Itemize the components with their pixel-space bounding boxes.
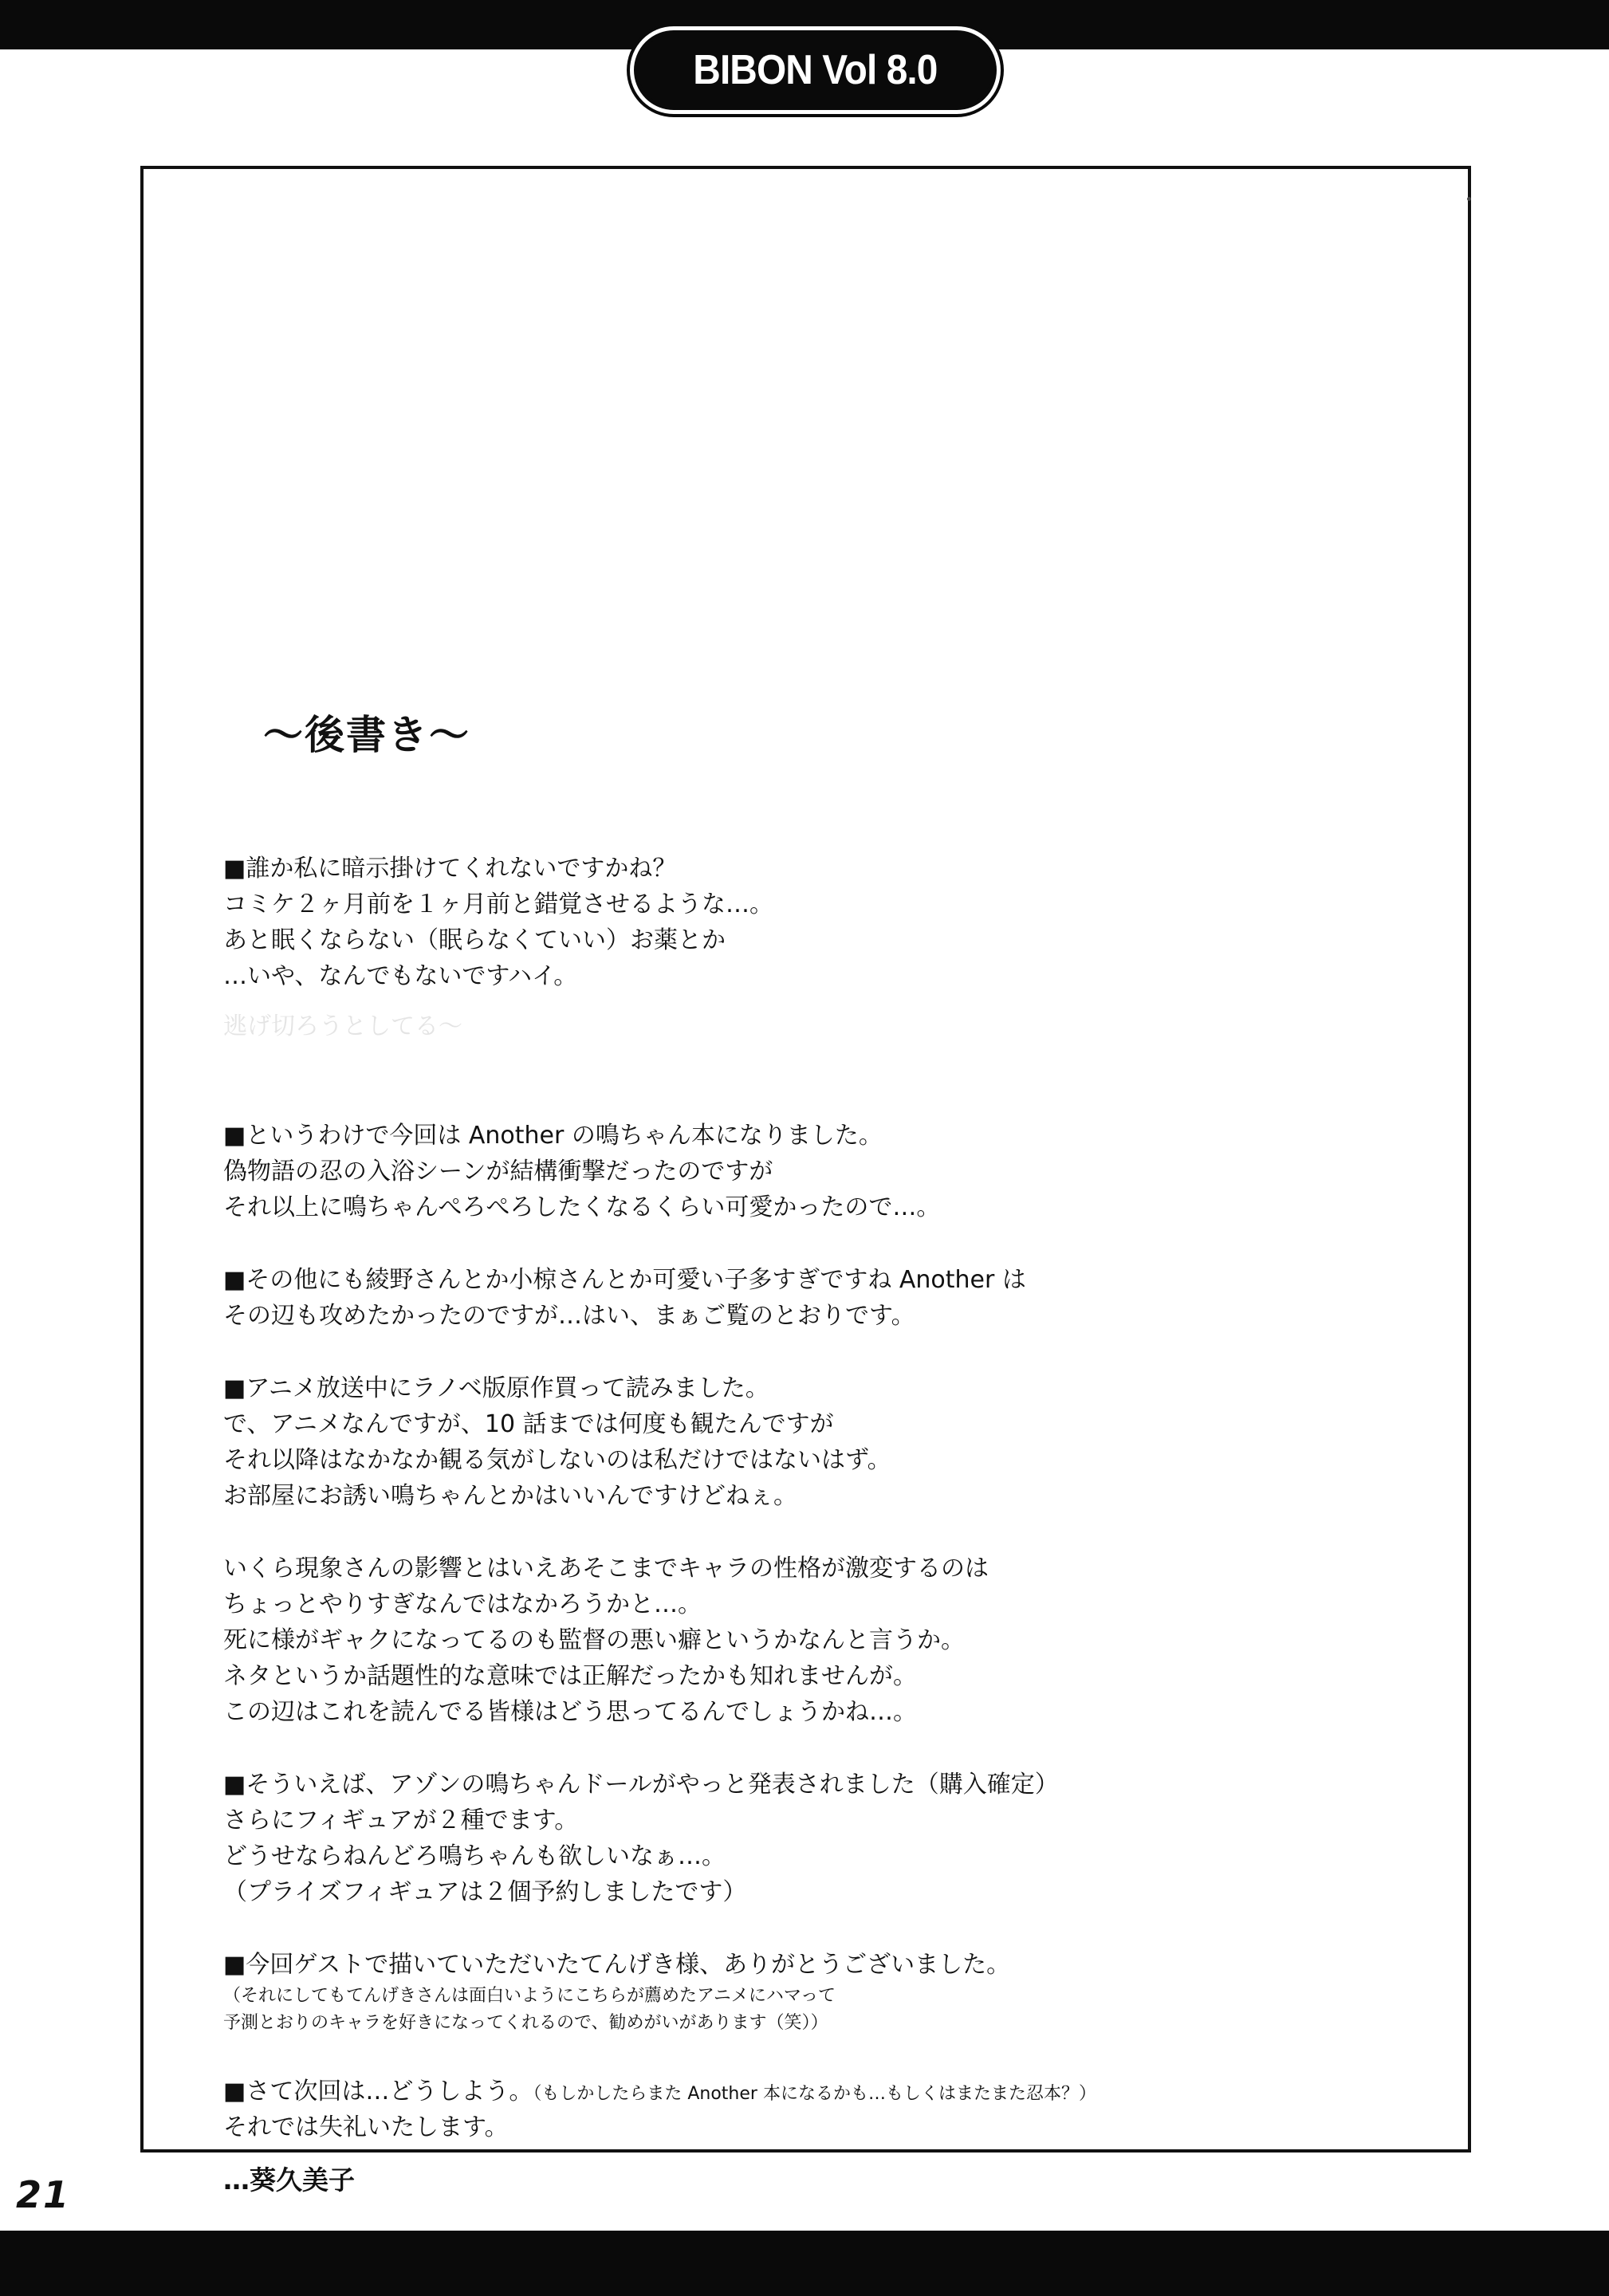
afterword-body: [223, 851, 1355, 2197]
paragraph-8: [223, 2074, 1355, 2145]
volume-title-badge: [634, 30, 997, 110]
text-line: この辺はこれを読んでる皆様はどう思ってるんでしょうかね…。: [223, 1698, 917, 1726]
paragraph-3: [223, 1262, 1355, 1334]
text-line: [223, 2074, 1355, 2109]
text-line: それ以上に鳴ちゃんぺろぺろしたくなるくらい可愛かったので…。: [223, 1193, 941, 1221]
faded-note: [223, 1008, 1355, 1044]
text-line: ■誰か私に暗示掛けてくれないですかね？: [223, 855, 677, 883]
paragraph-4: [223, 1370, 1355, 1514]
text-line: 死に様がギャクになってるのも監督の悪い癖というかなんと言うか。: [223, 1626, 965, 1654]
text-line: ■その他にも綾野さんとか小椋さんとか可愛い子多すぎですね Another は: [223, 1266, 1026, 1294]
text-line: …いや、なんでもないですハイ。: [223, 962, 578, 990]
small-text-line: 予測とおりのキャラを好きになってくれるので、勧めがいがあります（笑））: [223, 2013, 828, 2033]
text-line: （プライズフィギュアは２個予約しましたです）: [223, 1878, 747, 1906]
text-line: あと眠くならない（眠らなくていい）お薬とか: [223, 926, 726, 954]
afterword-heading: 〜後書き〜: [263, 712, 470, 758]
text-line: ■今回ゲストで描いていただいたてんげき様、ありがとうございました。: [223, 1951, 1011, 1979]
text-line: それでは失礼いたします。: [223, 2113, 509, 2141]
author-signature: …葵久美子: [223, 2164, 355, 2196]
paragraph-6: [223, 1767, 1355, 1910]
small-text-line: （それにしてもてんげきさんは面白いようにこちらが薦めたアニメにハマって: [223, 1986, 836, 2006]
stray-dot: [1467, 197, 1471, 201]
text-line: どうせならねんどろ鳴ちゃんも欲しいなぁ…。: [223, 1842, 726, 1870]
text-line: いくら現象さんの影響とはいえあそこまでキャラの性格が激変するのは: [223, 1555, 989, 1582]
text-line: ■アニメ放送中にラノベ版原作買って読みました。: [223, 1374, 769, 1402]
text-fragment: ■さて次回は…どうしよう。: [223, 2078, 533, 2105]
text-line: ネタというか話題性的な意味では正解だったかも知れませんが。: [223, 1662, 917, 1690]
text-line: 偽物語の忍の入浴シーンが結構衝撃だったのですが: [223, 1158, 773, 1185]
page-number: 21: [16, 2173, 71, 2216]
text-line: ■そういえば、アゾンの鳴ちゃんドールがやっと発表されました（購入確定）: [223, 1771, 1059, 1799]
text-line: ■というわけで今回は Another の鳴ちゃん本になりました。: [223, 1122, 883, 1150]
inline-small-text: （もしかしたらまた Another 本になるかも…もしくはまたまた忍本？）: [533, 2084, 1096, 2104]
text-line: お部屋にお誘い鳴ちゃんとかはいいんですけどねぇ。: [223, 1482, 797, 1510]
content-frame: [140, 166, 1471, 2196]
paragraph-7: [223, 1947, 1355, 2037]
paragraph-1: [223, 851, 1355, 994]
paragraph-2: [223, 1118, 1355, 1225]
text-line: その辺も攻めたかったのですが…はい、まぁご覧のとおりです。: [223, 1302, 915, 1330]
text-line: ちょっとやりすぎなんではなかろうかと…。: [223, 1590, 702, 1618]
text-line: コミケ２ヶ月前を１ヶ月前と錯覚させるような…。: [223, 890, 773, 918]
text-line: さらにフィギュアが２種でます。: [223, 1807, 579, 1834]
bottom-black-bar: [0, 2231, 1609, 2296]
paragraph-5: [223, 1551, 1355, 1730]
text-line: で、アニメなんですが、10 話までは何度も観たんですが: [223, 1410, 834, 1438]
volume-title: BIBON Vol 8.0: [693, 47, 938, 93]
text-line: それ以降はなかなか観る気がしないのは私だけではないはず。: [223, 1446, 891, 1474]
faded-text-line: 逃げ切ろうとしてる〜: [223, 1012, 462, 1040]
